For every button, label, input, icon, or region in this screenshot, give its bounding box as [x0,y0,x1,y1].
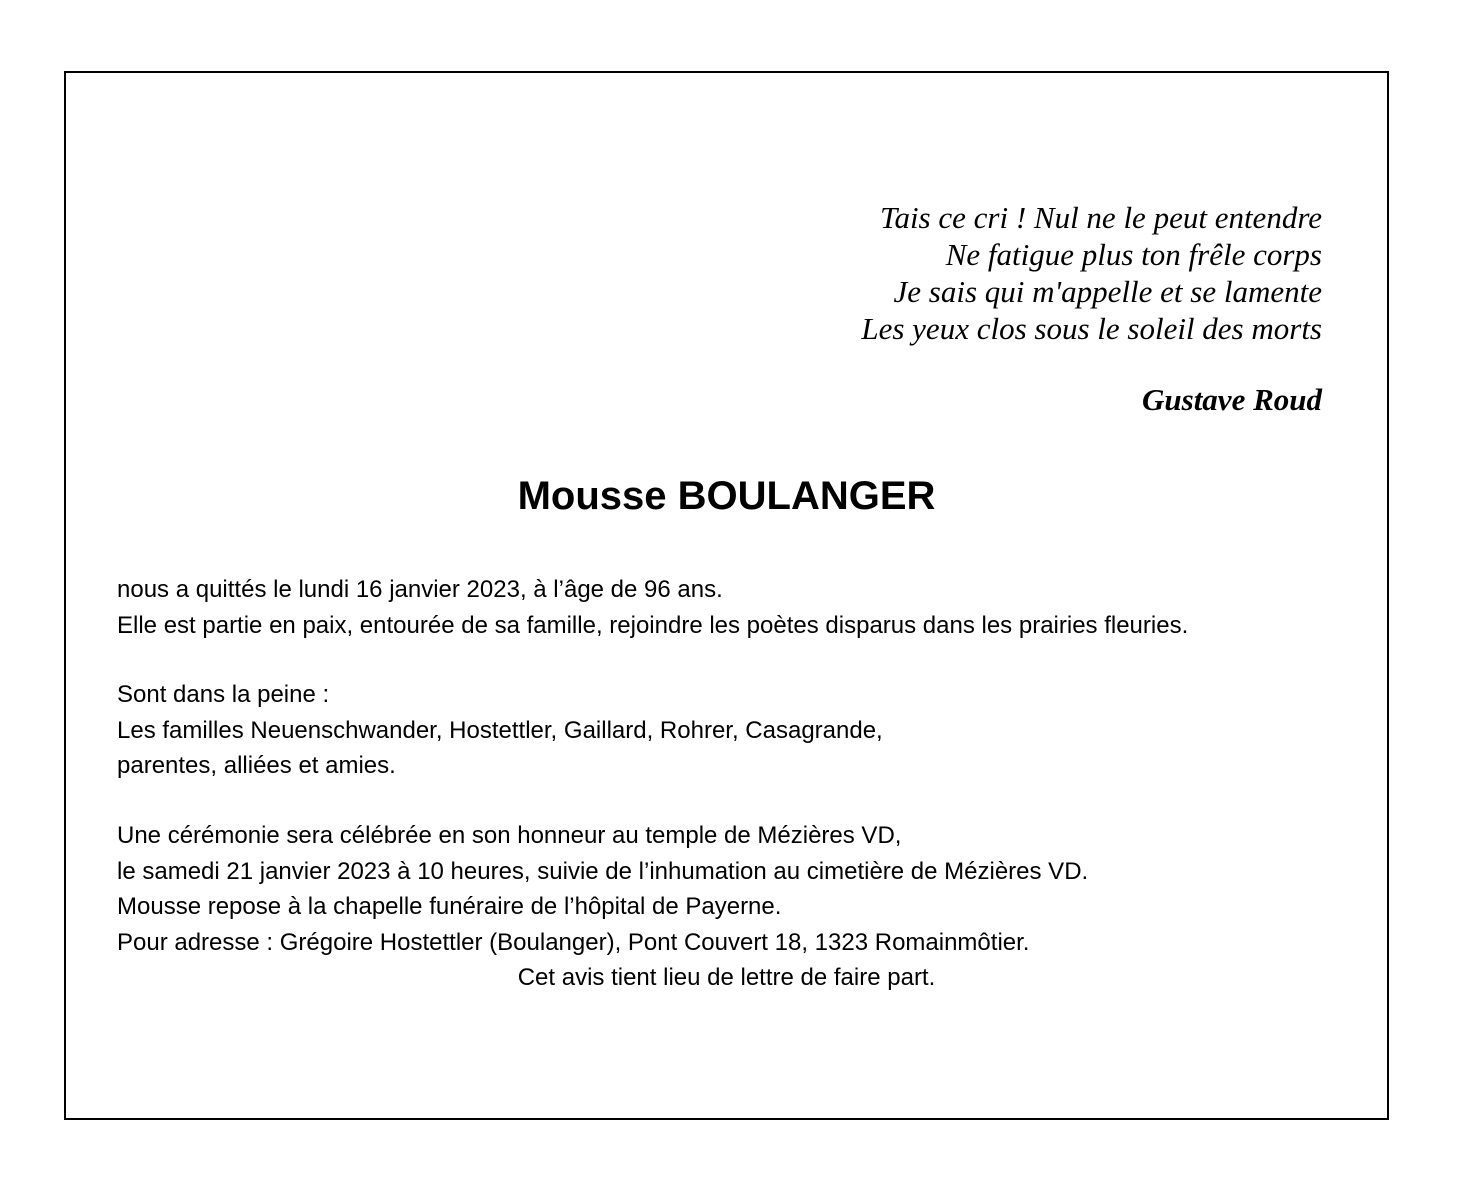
poem [861,199,1322,347]
notice-frame [64,71,1389,1120]
mourners-line: Les familles Neuenschwander, Hostettler, Gaillard, Rohrer, Casagrande, [117,716,883,744]
announcement-line: Elle est partie en paix, entourée de sa famille, rejoindre les poètes disparus dans les prairies fleuries. [117,611,1189,639]
poem-author: Gustave Roud [1142,382,1322,417]
ceremony-paragraph [117,818,1088,960]
announcement-line: nous a quittés le lundi 16 janvier 2023, à l’âge de 96 ans. [117,576,723,603]
ceremony-line: Mousse repose à la chapelle funéraire de l’hôpital de Payerne. [117,893,782,920]
poem-line: Je sais qui m'appelle et se lamente [893,274,1322,309]
ceremony-line: Une cérémonie sera célébrée en son honneur au temple de Mézières VD, [117,822,902,849]
ceremony-line: le samedi 21 janvier 2023 à 10 heures, suivie de l’inhumation au cimetière de Mézières VD. [117,857,1089,885]
poem-line: Ne fatigue plus ton frêle corps [945,237,1322,272]
mourners-line: parentes, alliées et amies. [117,752,396,779]
mourners-paragraph [117,677,883,784]
announcement-paragraph [117,572,1188,643]
poem-line: Tais ce cri ! Nul ne le peut entendre [880,200,1322,235]
deceased-name: Mousse BOULANGER [517,474,936,518]
poem-line: Les yeux clos sous le soleil des morts [861,311,1322,346]
ceremony-line: Pour adresse : Grégoire Hostettler (Boulanger), Pont Couvert 18, 1323 Romainmôtier. [117,928,1030,956]
closing-note: Cet avis tient lieu de lettre de faire part. [517,964,936,991]
mourners-line: Sont dans la peine : [117,681,330,708]
